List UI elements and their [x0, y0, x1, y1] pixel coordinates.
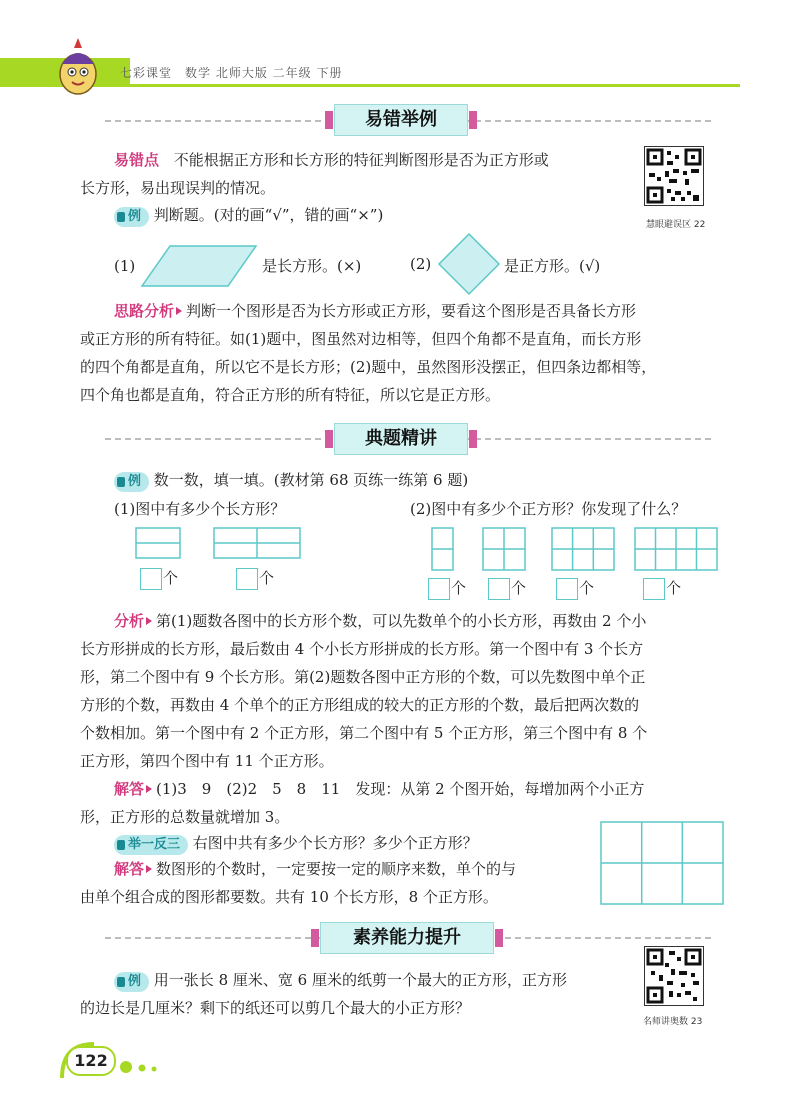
extension-text: 右图中共有多少个长方形？多少个正方形？ [192, 834, 478, 852]
rect-figure-2 [213, 527, 301, 559]
answer-box[interactable] [236, 568, 258, 590]
example-2-text: 数一数，填一填。(教材第 68 页练一练第 6 题) [153, 471, 469, 489]
analysis-line-1 [114, 297, 724, 325]
tilted-square-shape [437, 232, 501, 296]
rect-figure-1 [135, 527, 181, 559]
analysis-2-line-4: 方形的个数，再数由 4 个单个的正方形组成的较大的正方形的个数，最后把两次数的 [80, 696, 640, 714]
answer-box[interactable] [428, 578, 450, 600]
example-1-text: 判断题。(对的画“√”，错的画“×”) [153, 206, 384, 224]
answer-box[interactable] [488, 578, 510, 600]
question-2: (2)图中有多少个正方形？你发现了什么？ [410, 500, 687, 518]
analysis-text: 判断一个图形是否为长方形或正方形，要看这个图形是否具备长方形 [186, 302, 637, 320]
qr-caption: 慧眼避误区 22 [646, 220, 706, 230]
item-2-number: (2) [410, 255, 432, 273]
example-3-line-1 [114, 966, 644, 994]
ext-answer-line-2: 由单个组合成的图形都要数。共有 10 个长方形，8 个正方形。 [80, 888, 498, 906]
answer-box[interactable] [643, 578, 665, 600]
answer-line-2: 形，正方形的总数量就增加 3。 [80, 808, 290, 826]
unit-label: 个 [579, 579, 595, 597]
extension-badge: 举一反三 [114, 835, 188, 855]
triangle-icon [146, 865, 152, 873]
analysis-2-line-6: 正方形，第四个图中有 11 个正方形。 [80, 752, 334, 770]
page-number: 122 [66, 1046, 116, 1076]
square-figure-2 [482, 527, 526, 571]
answer-text: (1)3 9 (2)2 5 8 11 发现：从第 2 个图开始，每增加两个小正方 [156, 780, 645, 798]
triangle-icon [176, 307, 182, 315]
section-title-errors: 易错举例 [334, 104, 468, 136]
square-figure-1 [431, 527, 455, 571]
unit-label: 个 [666, 579, 682, 597]
analysis-line-3: 的四个角都是直角，所以它不是长方形；(2)题中，虽然图形没摆正，但四条边都相等， [80, 358, 657, 376]
square-figure-3 [551, 527, 615, 571]
example-badge: 例 [114, 472, 149, 492]
answer-box[interactable] [140, 568, 162, 590]
section-title-ability: 素养能力提升 [320, 922, 494, 954]
qr-code-icon[interactable] [644, 146, 704, 206]
error-point-text-1: 不能根据正方形和长方形的特征判断图形是否为正方形或 [173, 151, 549, 169]
grid-figure [600, 821, 724, 905]
extension [114, 829, 594, 857]
header-text: 七彩课堂 数学 北师大版 二年级 下册 [120, 66, 343, 80]
example-1 [114, 201, 634, 229]
analysis-label: 分析 [114, 612, 145, 630]
item-2-text: 是正方形。(√) [504, 257, 601, 275]
answer-line-1 [114, 775, 724, 803]
example-2 [114, 466, 674, 494]
item-1-text: 是长方形。(×) [262, 257, 362, 275]
mascot-icon [48, 38, 108, 98]
analysis-2-line-1 [114, 607, 724, 635]
analysis-label: 思路分析 [114, 302, 175, 320]
parallelogram-shape [140, 244, 258, 288]
example-3-line-2: 的边长是几厘米？剩下的纸还可以剪几个最大的小正方形？ [80, 999, 471, 1017]
example-badge: 例 [114, 207, 149, 227]
unit-label: 个 [163, 569, 179, 587]
ext-answer-text: 数图形的个数时，一定要按一定的顺序来数，单个的与 [156, 860, 517, 878]
qr-caption: 名师讲奥数 23 [643, 1017, 703, 1027]
section-title-examples: 典题精讲 [334, 423, 468, 455]
answer-box[interactable] [556, 578, 578, 600]
qr-code-icon[interactable] [644, 946, 704, 1006]
unit-label: 个 [451, 579, 467, 597]
unit-label: 个 [259, 569, 275, 587]
triangle-icon [146, 617, 152, 625]
answer-label: 解答 [114, 780, 145, 798]
triangle-icon [146, 785, 152, 793]
analysis-2-line-2: 长方形拼成的长方形，最后数由 4 个小长方形拼成的长方形。第一个图中有 3 个长方 [80, 640, 644, 658]
error-point [114, 146, 634, 174]
analysis-line-4: 四个角也都是直角，符合正方形的所有特征，所以它是正方形。 [80, 386, 501, 404]
answer-label: 解答 [114, 860, 145, 878]
analysis-2-line-5: 个数相加。第一个图中有 2 个正方形，第二个图中有 5 个正方形，第三个图中有 8 个 [80, 724, 648, 742]
header-line [0, 84, 740, 87]
analysis-line-2: 或正方形的所有特征。如(1)题中，图虽然对边相等，但四个角都不是直角，而长方形 [80, 330, 642, 348]
error-point-label: 易错点 [114, 151, 160, 169]
analysis-2-line-3: 形，第二个图中有 9 个长方形。第(2)题数各图中正方形的个数，可以先数图中单个正 [80, 668, 646, 686]
question-1: (1)图中有多少个长方形？ [114, 500, 286, 518]
example-badge: 例 [114, 972, 149, 992]
square-figure-4 [634, 527, 718, 571]
analysis-text: 第(1)题数各图中的长方形个数，可以先数单个的小长方形，再数由 2 个小 [156, 612, 647, 630]
example-3-text: 用一张长 8 厘米、宽 6 厘米的纸剪一个最大的正方形，正方形 [153, 971, 567, 989]
ext-answer-line-1 [114, 855, 594, 883]
unit-label: 个 [511, 579, 527, 597]
item-1-number: (1) [114, 257, 136, 275]
error-point-text-2: 长方形，易出现误判的情况。 [80, 179, 276, 197]
